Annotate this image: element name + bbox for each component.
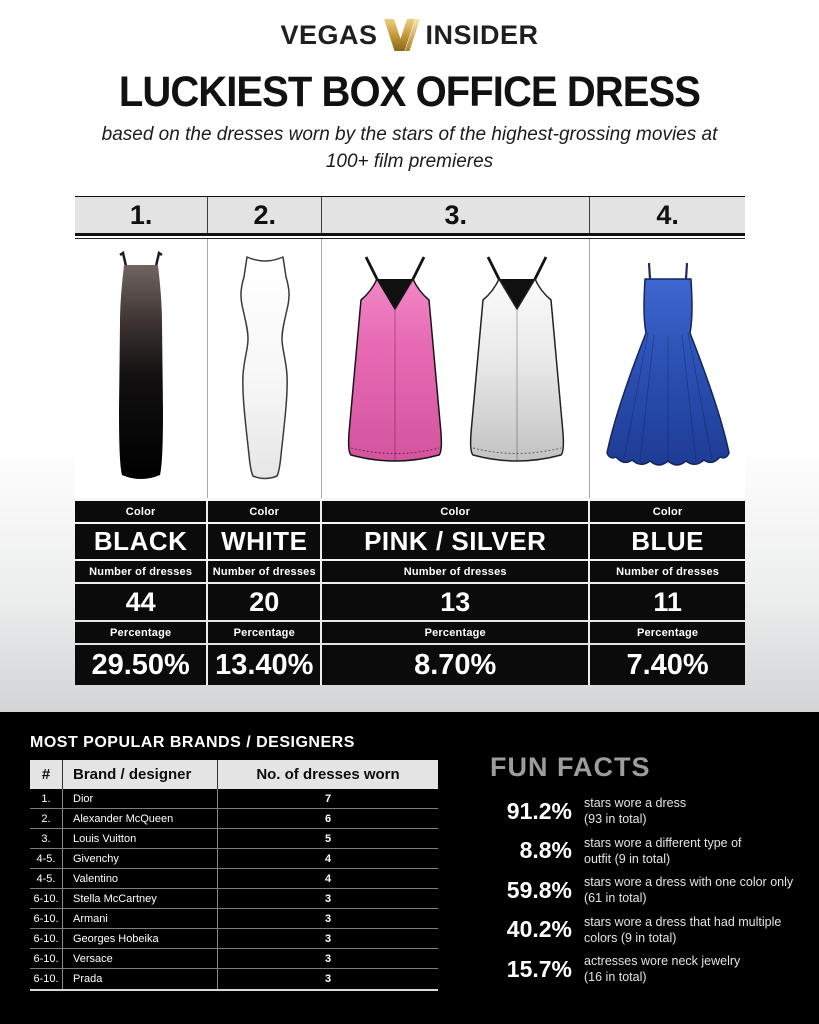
color-value-white: WHITE [208, 524, 322, 559]
white-dress-icon [233, 251, 297, 486]
rank-number-3: 3. [322, 197, 590, 233]
brand-dress-count: 3 [324, 912, 332, 925]
brands-table-row [30, 829, 438, 849]
bottom-section [0, 712, 819, 1024]
brands-table-row [30, 809, 438, 829]
fun-fact-value: 8.8% [519, 837, 572, 864]
color-label: Color [322, 501, 590, 522]
brand-rank: 1. [30, 789, 63, 808]
dress-cell-white [208, 239, 322, 498]
pink-dress-icon [339, 255, 451, 483]
brand-dress-count: 3 [324, 932, 332, 945]
dress-cell-black [75, 239, 208, 498]
percentage-value-row [75, 645, 745, 685]
brands-header-count: No. of dresses worn [256, 766, 400, 783]
silver-dress-icon [461, 255, 573, 483]
color-label-row [75, 501, 745, 522]
fun-fact-value: 91.2% [506, 797, 572, 824]
gold-v-icon [383, 18, 421, 52]
fun-fact-text [584, 874, 793, 907]
percentage-label-row [75, 622, 745, 643]
percentage-label: Percentage [590, 622, 745, 643]
count-label-row [75, 561, 745, 582]
fun-fact-item [490, 874, 805, 907]
color-value-black: BLACK [75, 524, 208, 559]
brand-dress-count: 7 [324, 792, 332, 805]
color-label: Color [590, 501, 745, 522]
color-value-blue: BLUE [590, 524, 745, 559]
fun-fact-item [490, 914, 805, 947]
brand-name: Versace [63, 949, 218, 968]
count-value-white: 20 [208, 584, 322, 620]
brand-rank: 6-10. [30, 949, 63, 968]
brand-name: Valentino [63, 869, 218, 888]
brand-name: Givenchy [63, 849, 218, 868]
dress-cell-blue [590, 239, 745, 498]
count-label: Number of dresses [75, 561, 208, 582]
brand-dress-count: 3 [324, 952, 332, 965]
brand-rank: 4-5. [30, 849, 63, 868]
fun-fact-text-line-2: (61 in total) [584, 891, 647, 906]
dress-cell-pink-silver [322, 239, 590, 498]
brands-table-row [30, 929, 438, 949]
fun-facts-list [490, 795, 805, 986]
brand-rank: 2. [30, 809, 63, 828]
rank-header-row [75, 196, 745, 236]
brand-name: Armani [63, 909, 218, 928]
blue-dress-icon [598, 261, 738, 476]
count-value-black: 44 [75, 584, 208, 620]
brand-dress-count: 3 [324, 892, 332, 905]
fun-fact-text-line-1: actresses wore neck jewelry [584, 954, 741, 968]
brand-rank: 6-10. [30, 909, 63, 928]
color-label: Color [75, 501, 208, 522]
brand-dress-count: 6 [324, 812, 332, 825]
brand-rank: 6-10. [30, 969, 63, 989]
rank-number-4: 4. [656, 199, 679, 230]
brand-name: Louis Vuitton [63, 829, 218, 848]
brand-rank: 6-10. [30, 889, 63, 908]
brands-table-row [30, 869, 438, 889]
percentage-value-white: 13.40% [208, 645, 322, 685]
percentage-value-pink-silver: 8.70% [322, 645, 590, 685]
percentage-value-blue: 7.40% [590, 645, 745, 685]
fun-fact-text [584, 953, 740, 986]
ranking-stats [75, 501, 745, 685]
fun-fact-value: 59.8% [506, 876, 572, 903]
percentage-label: Percentage [208, 622, 322, 643]
page-subtitle [0, 122, 819, 175]
brand-name: Georges Hobeika [63, 929, 218, 948]
fun-fact-text-line-2: outfit (9 in total) [584, 851, 671, 866]
vegas-insider-logo [0, 18, 819, 52]
brands-table-row [30, 909, 438, 929]
fun-facts-heading: FUN FACTS [490, 752, 651, 782]
subtitle-line-1: based on the dresses worn by the stars of the highest-grossing movies at [101, 124, 718, 145]
fun-fact-item [490, 795, 805, 828]
color-value-row [75, 524, 745, 559]
page-title: LUCKIEST BOX OFFICE DRESS [118, 68, 701, 116]
brand-dress-count: 3 [324, 973, 332, 985]
logo-text-insider: INSIDER [425, 19, 539, 50]
brands-table-header [30, 760, 438, 789]
brand-dress-count: 5 [324, 832, 332, 845]
count-label: Number of dresses [322, 561, 590, 582]
brands-table-row [30, 789, 438, 809]
brands-table-row [30, 949, 438, 969]
fun-fact-text [584, 914, 781, 947]
color-label: Color [208, 501, 322, 522]
rank-number-1: 1. [75, 197, 208, 233]
logo-text-vegas: VEGAS [280, 19, 378, 50]
brand-rank: 3. [30, 829, 63, 848]
fun-fact-text-line-1: stars wore a dress with one color only [584, 875, 794, 889]
count-value-pink-silver: 13 [322, 584, 590, 620]
count-value-blue: 11 [590, 584, 745, 620]
brands-section-heading: MOST POPULAR BRANDS / DESIGNERS [30, 734, 355, 751]
brands-table [30, 760, 438, 991]
brand-name: Stella McCartney [63, 889, 218, 908]
count-label: Number of dresses [208, 561, 322, 582]
count-label: Number of dresses [590, 561, 745, 582]
brand-name: Prada [63, 969, 218, 989]
brands-table-body [30, 789, 438, 989]
brand-name: Dior [63, 789, 218, 808]
fun-fact-item [490, 835, 805, 868]
fun-fact-text [584, 795, 686, 828]
ranking-table [75, 196, 745, 685]
black-dress-icon [109, 251, 173, 486]
fun-facts-section [490, 752, 805, 993]
fun-fact-text-line-2: colors (9 in total) [584, 930, 677, 945]
fun-fact-text-line-2: (16 in total) [584, 970, 647, 985]
brands-header-rank: # [30, 760, 63, 789]
brand-rank: 6-10. [30, 929, 63, 948]
dress-illustration-row [75, 239, 745, 498]
brand-name: Alexander McQueen [63, 809, 218, 828]
fun-fact-text-line-1: stars wore a different type of [584, 835, 742, 850]
brand-dress-count: 4 [324, 852, 332, 865]
brands-table-row [30, 889, 438, 909]
fun-fact-text-line-2: (93 in total) [584, 812, 647, 827]
fun-fact-text [584, 835, 742, 868]
fun-fact-item [490, 953, 805, 986]
fun-fact-text-line-1: stars wore a dress that had multiple [584, 914, 782, 929]
count-value-row [75, 584, 745, 620]
percentage-label: Percentage [322, 622, 590, 643]
rank-number-2: 2. [208, 197, 322, 233]
fun-fact-value: 15.7% [506, 955, 572, 982]
percentage-label: Percentage [75, 622, 208, 643]
percentage-value-black: 29.50% [75, 645, 208, 685]
color-value-pink-silver: PINK / SILVER [322, 524, 590, 559]
fun-fact-text-line-1: stars wore a dress [584, 796, 687, 810]
brand-rank: 4-5. [30, 869, 63, 888]
fun-fact-value: 40.2% [506, 916, 572, 943]
subtitle-line-2: 100+ film premieres [325, 150, 494, 172]
brands-header-brand: Brand / designer [63, 760, 218, 789]
brands-table-row [30, 969, 438, 989]
brands-table-row [30, 849, 438, 869]
brand-dress-count: 4 [324, 872, 332, 885]
